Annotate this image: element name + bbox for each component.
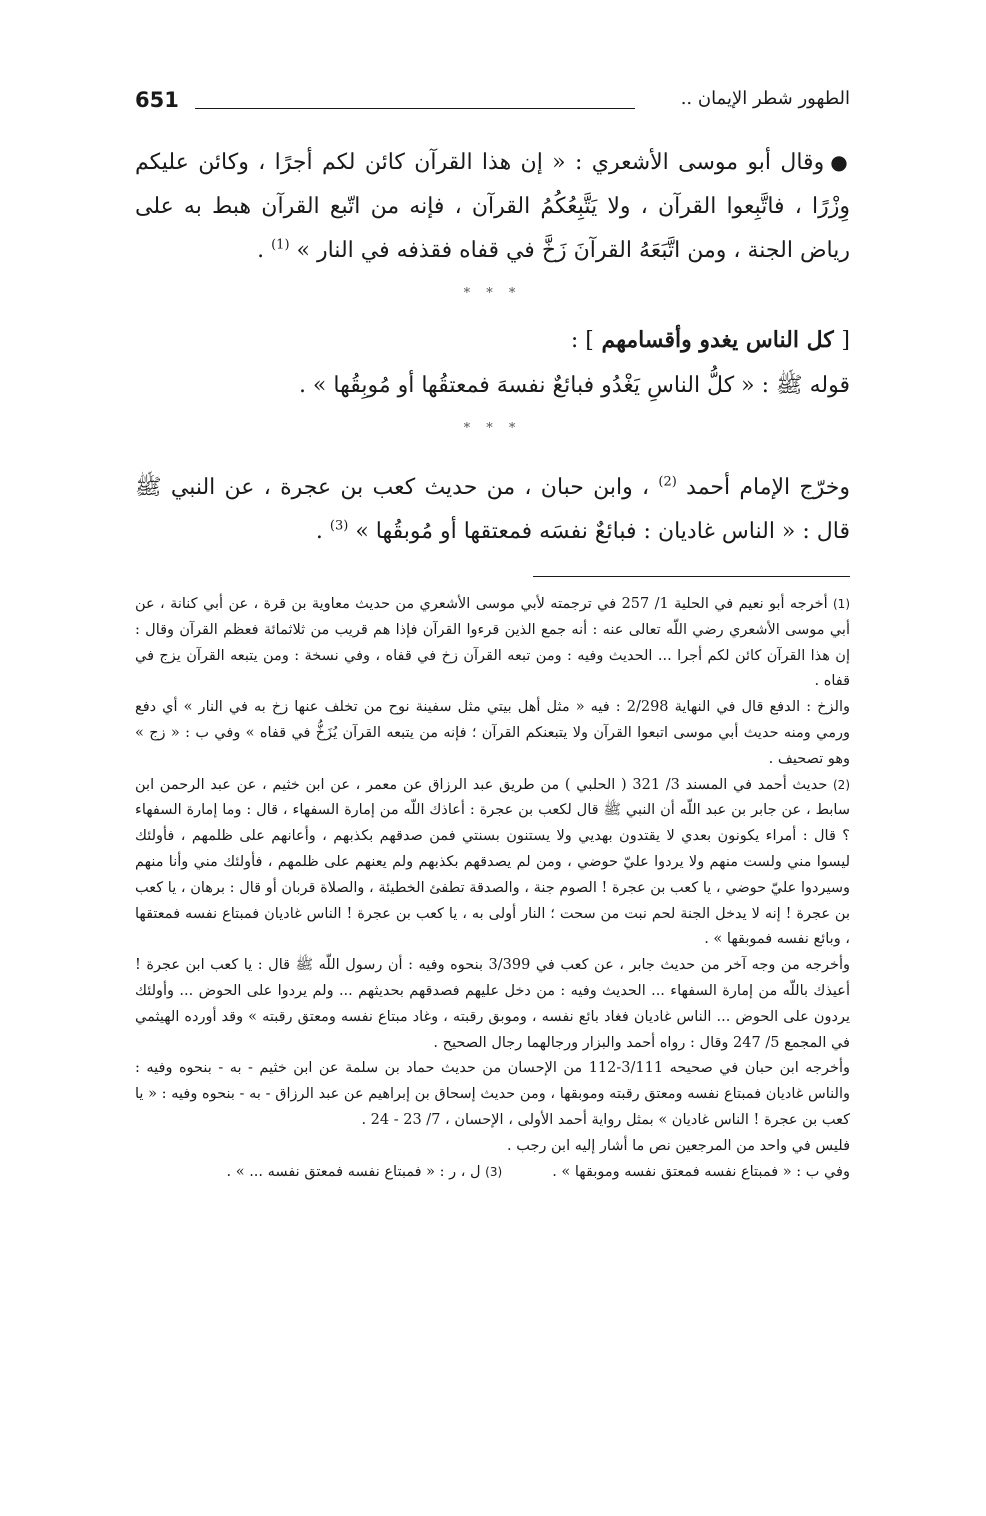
narration-end: .: [315, 519, 330, 544]
footnotes: [135, 592, 850, 1185]
footnote-last-line: [135, 1160, 850, 1186]
footnote-2-text: حديث أحمد في المسند 3/ 321 ( الحلبي ) من طريق عبد الرزاق عن معمر ، عن ابن خثيم ، عن عبد الرحمن ابن سابط ، عن جابر بن عبد اللّه أن النبي ﷺ قال لكعب بن عجرة : أعاذك اللّه من إمارة السفهاء ، قال : وما إمارة السفهاء ؟ قال : أمراء يكونون بعدي لا يقتدون بهديي ولا يستنون بسنتي فمن صدقهم بكذبهم ، وأعانهم على ظلمهم ، فأولئك ليسوا مني ولست منهم ولا يردوا عليّ حوضي ، ومن لم يصدقهم بكذبهم ولم يعنهم على ظلمهم ، فأولئك مني وأنا منهم وسيردوا عليّ حوضي ، يا كعب بن عجرة ! الصوم جنة ، والصدقة تطفئ الخطيئة ، والصلاة قربان أو قال : برهان ، يا كعب بن عجرة ! إنه لا يدخل الجنة لحم نبت من سحت ؛ النار أولى به ، يا كعب بن عجرة ! الناس غاديان فمبتاع نفسه فمعتقها ، وبائع نفسه فموبقها » .: [135, 776, 850, 948]
narration-text-b: ، وابن حبان ، من حديث كعب بن عجرة ، عن النبي ﷺ قال : « الناس غاديان : فبائعٌ نفسَه فمعتقها أو مُوبقُها »: [135, 475, 850, 544]
footnote-2-number: (2): [832, 777, 850, 792]
footnote-ref-1[interactable]: (1): [271, 237, 290, 253]
quote-paragraph: [135, 140, 850, 273]
footnote-separator: [533, 576, 850, 577]
footnote-1-continuation: والزخ : الدفع قال في النهاية 2/298 : فيه « مثل أهل بيتي مثل سفينة نوح من تخلف عنها زخ به في النار » أي دفع ورمي ومنه حديث أبي موسى اتبعوا القرآن ولا يتبعنكم القرآن ؛ فإنه من يتبعه القرآن يُزَخُّ في قفاه » وفي ب : « زج » وهو تصحيف .: [135, 699, 850, 767]
footnote-2-variant: وفي ب : « فمبتاع نفسه فمعتق نفسه وموبقها » .: [552, 1163, 850, 1180]
heading-bracket-open: [: [841, 328, 850, 353]
section-divider-stars-2: * * *: [463, 421, 522, 436]
quote-text: وقال أبو موسى الأشعري : « إن هذا القرآن كائن لكم أجرًا ، وكائن عليكم وِزْرًا ، فاتَّبِعوا القرآن ، ولا يَتَّبِعُكُمُ القرآن ، فإنه من اتّبع القرآن هبط به على رياض الجنة ، ومن اتَّبَعَهُ القرآنَ زَخَّ في قفاه فقذفه في النار »: [135, 150, 850, 263]
heading-text: كل الناس يغدو وأقسامهم: [601, 327, 834, 353]
page-number: 651: [135, 88, 179, 112]
footnote-3-number: (3): [485, 1164, 503, 1179]
running-title: الطهور شطر الإيمان ..: [680, 88, 850, 109]
footnote-2-continuation: وأخرجه من وجه آخر من حديث جابر ، عن كعب في 3/399 بنحوه وفيه : أن رسول اللّه ﷺ قال : يا كعب ابن عجرة ! أعيذك باللّه من إمارة السفهاء ... الحديث وفيه : من دخل عليهم فصدقهم بحديثهم ... ولم يردوا على الحوض ... وأولئك يردون على الحوض ... الناس غاديان فغاد بائع نفسه ، وموبق رقبته ، وغاد مبتاع نفسه ومعتق رقبته » وقد أورده الهيثمي في المجمع 5/ 247 وقال : رواه أحمد والبزار ورجالهما رجال الصحيح .: [135, 957, 850, 1051]
footnote-1-text: أخرجه أبو نعيم في الحلية 1/ 257 في ترجمته لأبي موسى الأشعري من حديث معاوية بن قرة ، عن أبي كنانة ، عن أبي موسى الأشعري رضي اللّه تعالى عنه : أنه جمع الذين قرءوا القرآن فإذا هم قريب من ثلاثمائة فعظم القرآن وقال : إن هذا القرآن كائن لكم أجرا ... الحديث وفيه : ومن تبعه القرآن زخ في قفاه ، وفي نسخة : ومن يتبعه القرآن يزج في قفاه .: [135, 596, 850, 690]
footnote-3-text: ل ، ر : « فمبتاع نفسه فمعتق نفسه ... » .: [226, 1163, 481, 1180]
running-header: [135, 88, 850, 118]
section-heading: [135, 317, 850, 364]
main-text: [135, 140, 850, 554]
footnote-2-remark: فليس في واحد من المرجعين نص ما أشار إليه ابن رجب .: [506, 1137, 850, 1154]
heading-bracket-close: ] :: [570, 328, 594, 353]
spacer: [135, 452, 850, 466]
narration-paragraph: [135, 466, 850, 554]
bullet-icon: ●: [830, 150, 851, 174]
footnote-2: [135, 773, 850, 954]
header-rule: [195, 108, 635, 109]
footnote-1-number: (1): [832, 597, 850, 611]
footnote-1: [135, 592, 850, 695]
footnote-2-ibn-hibban: وأخرجه ابن حبان في صحيحه 3/111-112 من الإحسان من حديث حماد بن سلمة عن ابن خثيم - به - بنحوه وفيه : والناس غاديان فمبتاع نفسه ومعتق رقبته وموبقها ، ومن حديث إسحاق بن إبراهيم عن عبد الرزاق - به - بنحوه وفيه : « يا كعب بن عجرة ! الناس غاديان » بمثل رواية أحمد الأولى ، الإحسان ، 7/ 23 - 24 .: [135, 1060, 851, 1128]
hadith-paragraph: قوله ﷺ : « كلُّ الناسِ يَغْدُو فبائعٌ نفسهَ فمعتقُها أو مُوبِقُها » .: [298, 373, 850, 398]
narration-text-a: وخرّج الإمام أحمد: [686, 475, 850, 500]
footnote-ref-2[interactable]: (2): [658, 474, 677, 490]
section-divider-stars: * * *: [463, 286, 522, 301]
quote-end: .: [257, 238, 272, 263]
footnote-ref-3[interactable]: (3): [329, 518, 349, 534]
footnote-3: [227, 1160, 503, 1186]
